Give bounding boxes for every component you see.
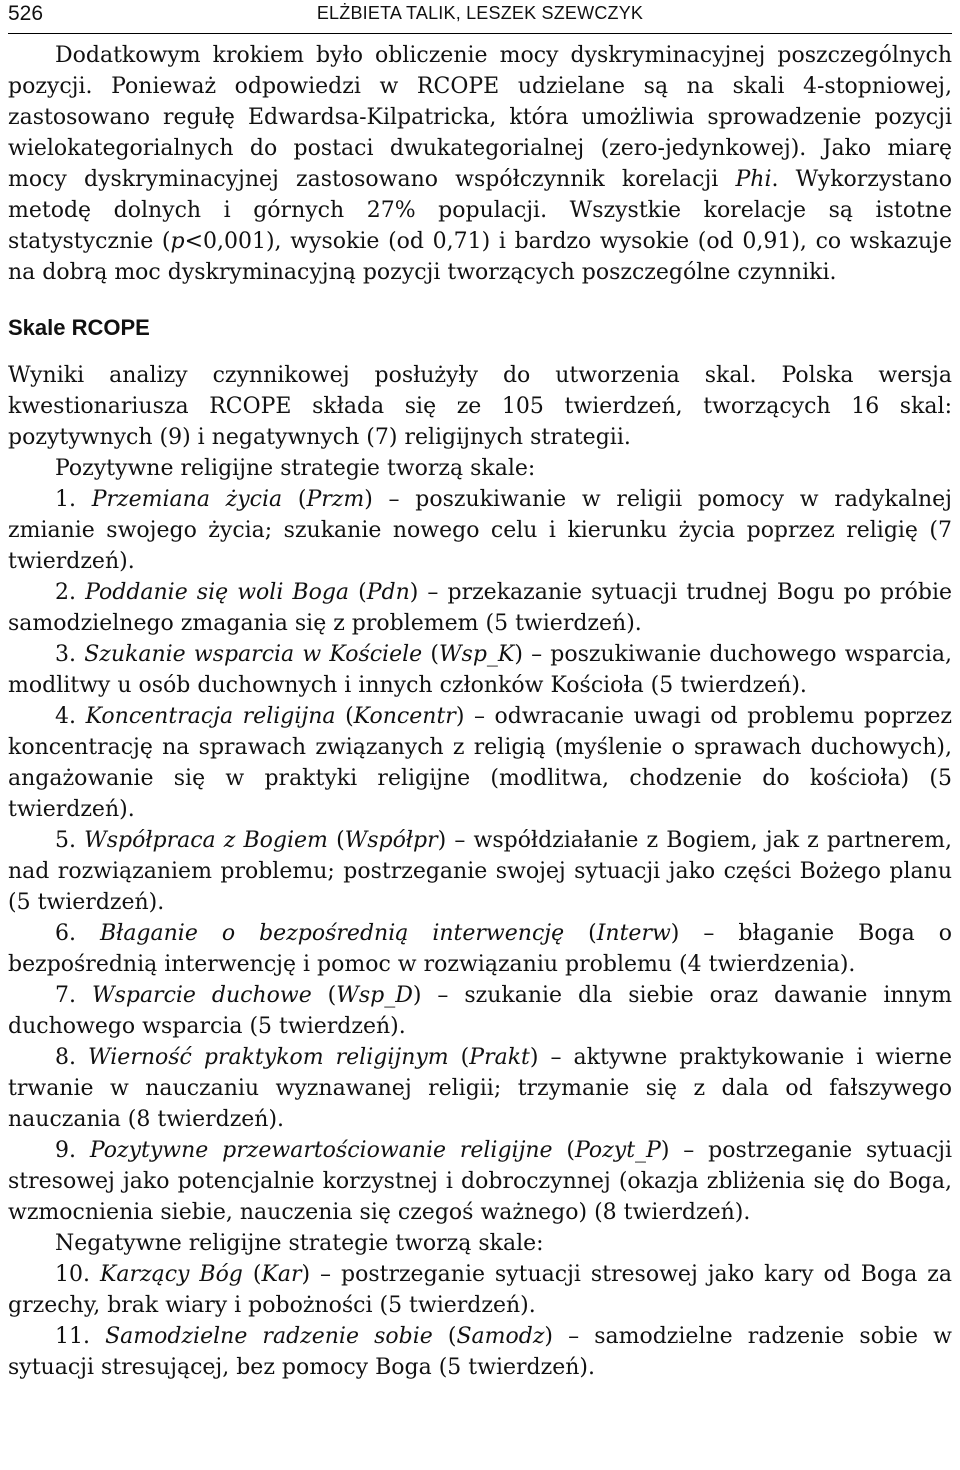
scale-description: postrzeganie sytuacji stresowej jako kary od Boga za grzechy, brak wiary i pobożności (5 twierdzeń). — [8, 1262, 953, 1318]
phi-symbol: Phi — [735, 167, 772, 192]
scale-description: współdziałanie z Bogiem, jak z partnerem, nad rozwiązaniem problemu; postrzeganie swojej sytuacji jako części Bożego planu (5 twierdzeń). — [8, 828, 953, 915]
scale-item: 11. Samodzielne radzenie sobie (Samodz) – samodzielne radzenie sobie w sytuacji stresującej, bez pomocy Boga (5 twierdzeń). — [8, 1324, 953, 1380]
scale-abbreviation: Koncentr — [353, 704, 456, 729]
scale-number: 5. — [55, 828, 76, 853]
scale-name: Koncentracja religijna — [85, 704, 336, 729]
scale-description: postrzeganie sytuacji stresowej jako potencjalnie korzystnej i dobroczynnej (okazja zbliżenia się do Boga, wzmocnienia siebie, nauczenia się czegoś ważnego) (8 twierdzeń). — [8, 1138, 953, 1225]
scale-item: 7. Wsparcie duchowe (Wsp_D) – szukanie dla siebie oraz dawanie innym duchowego wsparcia (5 twierdzeń). — [8, 983, 953, 1039]
scale-name: Wierność praktykom religijnym — [88, 1045, 449, 1070]
positive-scales-intro: Pozytywne religijne strategie tworzą skale: — [55, 456, 536, 481]
scale-abbreviation: Wsp_D — [336, 983, 413, 1008]
intro-text-2: . Wykorzystano metodę dolnych i górnych 27% populacji. Wszystkie korelacje są istotne statystycznie ( — [8, 167, 952, 254]
scale-name: Współpraca z Bogiem — [84, 828, 328, 853]
scale-name: Samodzielne radzenie sobie — [105, 1324, 433, 1349]
negative-scales-intro: Negatywne religijne strategie tworzą skale: — [55, 1231, 544, 1256]
scale-description: samodzielne radzenie sobie w sytuacji stresującej, bez pomocy Boga (5 twierdzeń). — [8, 1324, 953, 1380]
scale-number: 3. — [55, 642, 76, 667]
scale-item: 5. Współpraca z Bogiem (Współpr) – współdziałanie z Bogiem, jak z partnerem, nad rozwiązaniem problemu; postrzeganie swojej sytuacji jako części Bożego planu (5 twierdzeń). — [8, 828, 953, 915]
scale-item: 10. Karzący Bóg (Kar) – postrzeganie sytuacji stresowej jako kary od Boga za grzechy, brak wiary i pobożności (5 twierdzeń). — [8, 1262, 953, 1318]
scale-item: 6. Błaganie o bezpośrednią interwencję (Interw) – błaganie Boga o bezpośrednią interwencję i pomoc w rozwiązaniu problemu (4 twierdzenia). — [8, 921, 953, 977]
page-body — [8, 40, 952, 1383]
positive-scales-list — [8, 484, 952, 1228]
section-paragraph: Wyniki analizy czynnikowej posłużyły do utworzenia skal. Polska wersja kwestionariusza RCOPE składa się ze 105 twierdzeń, tworzących 16 skal: pozytywnych (9) i negatywnych (7) religijnych strategii. — [8, 363, 952, 450]
scale-name: Pozytywne przewartościowanie religijne — [89, 1138, 553, 1163]
scale-abbreviation: Kar — [261, 1262, 302, 1287]
scale-name: Szukanie wsparcia w Kościele — [84, 642, 423, 667]
scale-abbreviation: Interw — [596, 921, 671, 946]
scale-description: błaganie Boga o bezpośrednią interwencję i pomoc w rozwiązaniu problemu (4 twierdzenia). — [8, 921, 953, 977]
scale-number: 10. — [55, 1262, 90, 1287]
scale-abbreviation: Wsp_K — [438, 642, 515, 667]
scale-name: Wsparcie duchowe — [91, 983, 312, 1008]
scale-description: poszukiwanie duchowego wsparcia, modlitwy u osób duchownych i innych członków Kościoła (5 twierdzeń). — [8, 642, 953, 698]
scale-item: 2. Poddanie się woli Boga (Pdn) – przekazanie sytuacji trudnej Bogu po próbie samodzielnego zmagania się z problemem (5 twierdzeń). — [8, 580, 953, 636]
scale-number: 4. — [55, 704, 76, 729]
scale-number: 2. — [55, 580, 76, 605]
scale-name: Przemiana życia — [91, 487, 283, 512]
scale-number: 9. — [55, 1138, 76, 1163]
scale-item: 4. Koncentracja religijna (Koncentr) – odwracanie uwagi od problemu poprzez koncentrację na sprawach związanych z religią (myślenie o sprawach duchowych), angażowanie się w praktyki religijne (modlitwa, chodzenie do kościoła) (5 twierdzeń). — [8, 704, 953, 822]
intro-text-1: Dodatkowym krokiem było obliczenie mocy dyskryminacyjnej poszczególnych pozycji. Ponieważ odpowiedzi w RCOPE udzielane są na skali 4-stopniowej, zastosowano regułę Edwardsa-Kilpatricka, która umożliwia sprowadzenie pozycji wielokategorialnych do postaci dwukategorialnej (zero-jedynkowej). Jako miarę mocy dyskryminacyjnej zastosowano współczynnik korelacji — [8, 43, 952, 192]
intro-text-3: <0,001), wysokie (od 0,71) i bardzo wysokie (od 0,91), co wskazuje na dobrą moc dyskryminacyjną pozycji tworzących poszczególne czynniki. — [8, 229, 952, 285]
scale-item: 3. Szukanie wsparcia w Kościele (Wsp_K) – poszukiwanie duchowego wsparcia, modlitwy u osób duchownych i innych członków Kościoła (5 twierdzeń). — [8, 642, 953, 698]
scale-abbreviation: Pozyt_P — [575, 1138, 661, 1163]
scale-number: 8. — [55, 1045, 76, 1070]
scale-item: 8. Wierność praktykom religijnym (Prakt) – aktywne praktykowanie i wierne trwanie w nauczaniu wyznawanej religii; trzymanie się z dala od fałszywego nauczania (8 twierdzeń). — [8, 1045, 952, 1132]
scale-number: 1. — [55, 487, 76, 512]
intro-paragraph — [8, 40, 952, 288]
scale-description: przekazanie sytuacji trudnej Bogu po próbie samodzielnego zmagania się z problemem (5 twierdzeń). — [8, 580, 953, 636]
scale-name: Karzący Bóg — [99, 1262, 243, 1287]
scale-abbreviation: Prakt — [469, 1045, 530, 1070]
scale-description: aktywne praktykowanie i wierne trwanie w nauczaniu wyznawanej religii; trzymanie się z dala od fałszywego nauczania (8 twierdzeń). — [8, 1045, 952, 1132]
scale-name: Poddanie się woli Boga — [85, 580, 350, 605]
scale-name: Błaganie o bezpośrednią interwencję — [100, 921, 565, 946]
scale-description: szukanie dla siebie oraz dawanie innym duchowego wsparcia (5 twierdzeń). — [8, 983, 953, 1039]
running-head-authors: ELŻBIETA TALIK, LESZEK SZEWCZYK — [316, 3, 644, 23]
negative-scales-list — [8, 1259, 952, 1383]
scale-abbreviation: Przm — [306, 487, 365, 512]
scale-description: poszukiwanie w religii pomocy w radykalnej zmianie swojego życia; szukanie nowego celu i kierunku życia poprzez religię (7 twierdzeń). — [8, 487, 952, 574]
scale-item: 1. Przemiana życia (Przm) – poszukiwanie w religii pomocy w radykalnej zmianie swojego życia; szukanie nowego celu i kierunku życia poprzez religię (7 twierdzeń). — [8, 487, 952, 574]
scale-description: odwracanie uwagi od problemu poprzez koncentrację na sprawach związanych z religią (myślenie o sprawach duchowych), angażowanie się w praktyki religijne (modlitwa, chodzenie do kościoła) (5 twierdzeń). — [8, 704, 953, 822]
scale-number: 6. — [55, 921, 76, 946]
scale-abbreviation: Samodz — [456, 1324, 545, 1349]
scale-item: 9. Pozytywne przewartościowanie religijne (Pozyt_P) – postrzeganie sytuacji stresowej jako potencjalnie korzystnej i dobroczynnej (okazja zbliżenia się do Boga, wzmocnienia siebie, nauczenia się czegoś ważnego) (8 twierdzeń). — [8, 1138, 953, 1225]
running-header — [8, 0, 952, 34]
scale-number: 7. — [55, 983, 76, 1008]
scale-number: 11. — [55, 1324, 90, 1349]
scale-abbreviation: Pdn — [366, 580, 410, 605]
section-heading: Skale RCOPE — [8, 315, 150, 340]
page-number: 526 — [8, 2, 44, 25]
p-value-symbol: p — [170, 229, 185, 254]
scale-abbreviation: Współpr — [344, 828, 438, 853]
